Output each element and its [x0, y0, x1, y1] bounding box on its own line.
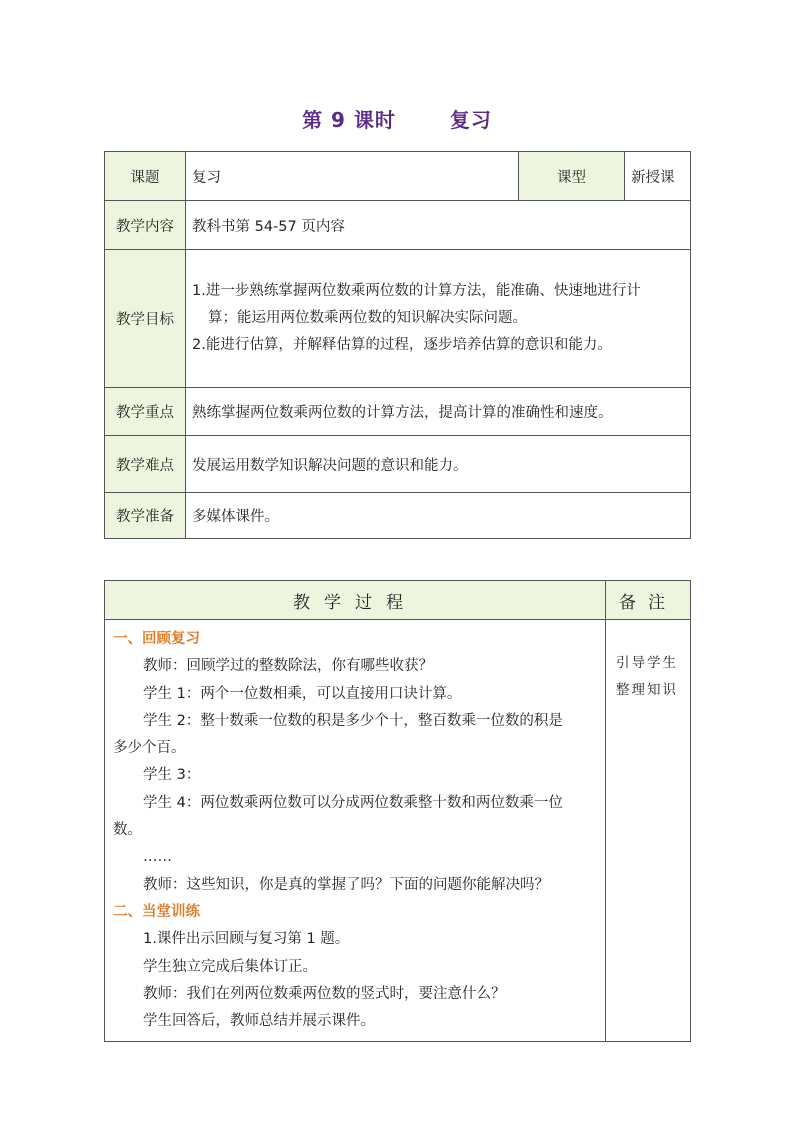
goal-label: 教学目标	[105, 250, 186, 388]
note-line-2: 整理知识	[616, 682, 678, 698]
process-line: 学生回答后，教师总结并展示课件。	[143, 1013, 375, 1030]
note-body	[606, 620, 691, 1042]
title-topic: 复习	[449, 108, 492, 132]
topic-value: 复习	[186, 152, 519, 201]
process-body	[105, 620, 606, 1042]
process-line: 学生 1：两个一位数相乘，可以直接用口诀计算。	[143, 685, 462, 702]
process-header: 教学过程	[105, 581, 606, 620]
content-label: 教学内容	[105, 201, 186, 250]
prep-value: 多媒体课件。	[186, 493, 691, 539]
topic-label: 课题	[105, 152, 186, 201]
row-topic	[105, 152, 691, 201]
row-prep	[105, 493, 691, 539]
process-line: ……	[143, 849, 172, 866]
goal-1a: 1.进一步熟练掌握两位数乘两位数的计算方法，能准确、快速地进行计	[192, 283, 641, 299]
hard-value: 发展运用数学知识解决问题的意识和能力。	[186, 436, 691, 493]
key-value: 熟练掌握两位数乘两位数的计算方法，提高计算的准确性和速度。	[186, 388, 691, 436]
note-header: 备注	[606, 581, 691, 620]
process-line: 教师：我们在列两位数乘两位数的竖式时，要注意什么？	[143, 985, 506, 1002]
goal-1b: 算；能运用两位数乘两位数的知识解决实际问题。	[208, 310, 527, 326]
row-goal	[105, 250, 691, 388]
process-line: 学生独立完成后集体订正。	[143, 958, 317, 975]
process-line: 教师：这些知识，你是真的掌握了吗？下面的问题你能解决吗？	[143, 876, 549, 893]
process-line: 多少个百。	[113, 740, 186, 757]
goal-value	[186, 250, 691, 388]
title-lesson: 第 9 课时	[302, 108, 396, 132]
process-line: 1.课件出示回顾与复习第 1 题。	[143, 931, 350, 948]
teaching-process-table	[104, 580, 691, 1042]
page-title	[0, 104, 794, 133]
content-value: 教科书第 54-57 页内容	[186, 201, 691, 250]
row-key	[105, 388, 691, 436]
lesson-info-table	[104, 151, 691, 539]
prep-label: 教学准备	[105, 493, 186, 539]
goal-2: 2.能进行估算，并解释估算的过程，逐步培养估算的意识和能力。	[192, 337, 612, 353]
process-header-row	[105, 581, 691, 620]
row-content	[105, 201, 691, 250]
type-label: 课型	[519, 152, 625, 201]
process-body-row	[105, 620, 691, 1042]
row-hard	[105, 436, 691, 493]
process-line: 数。	[113, 822, 142, 839]
process-line: 学生 4：两位数乘两位数可以分成两位数乘整十数和两位数乘一位	[143, 794, 563, 811]
section-practice-heading: 二、当堂训练	[113, 903, 200, 920]
process-line: 教师：回顾学过的整数除法，你有哪些收获？	[143, 658, 433, 675]
process-line: 学生 3：	[143, 767, 201, 784]
process-line: 学生 2：整十数乘一位数的积是多少个十，整百数乘一位数的积是	[143, 712, 563, 729]
hard-label: 教学难点	[105, 436, 186, 493]
section-review-heading: 一、回顾复习	[113, 631, 200, 647]
type-value: 新授课	[625, 152, 691, 201]
key-label: 教学重点	[105, 388, 186, 436]
note-line-1: 引导学生	[616, 655, 678, 671]
